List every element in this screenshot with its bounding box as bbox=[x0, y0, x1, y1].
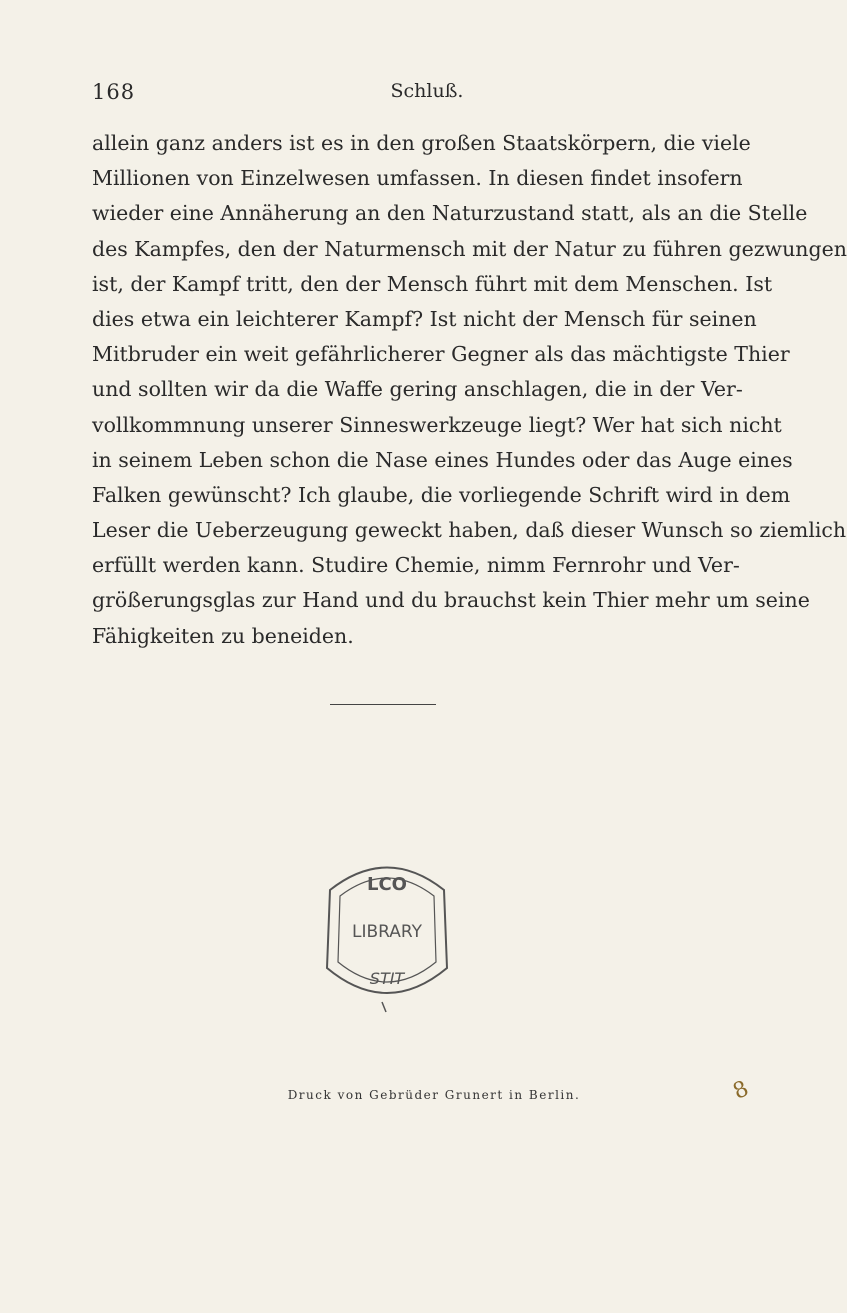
text-line: Mitbruder ein weit gefährlicherer Gegner als das mächtigste Thier bbox=[92, 342, 790, 367]
page-header bbox=[92, 80, 712, 110]
page-number: 168 bbox=[92, 80, 136, 104]
text-line: erfüllt werden kann. Studire Chemie, nimm Fernrohr und Ver- bbox=[92, 553, 740, 578]
text-line: Millionen von Einzelwesen umfassen. In diesen findet insofern bbox=[92, 166, 743, 191]
printer-imprint: Druck von Gebrüder Grunert in Berlin. bbox=[287, 1088, 581, 1102]
stamp-top-text: LCO bbox=[367, 874, 407, 895]
text-line: allein ganz anders ist es in den großen Staatskörpern, die viele bbox=[92, 131, 751, 155]
text-line: wieder eine Annäherung an den Naturzustand statt, als an die Stelle bbox=[92, 201, 808, 226]
text-line: dies etwa ein leichterer Kampf? Ist nicht der Mensch für seinen bbox=[92, 306, 757, 331]
text-line: vollkommnung unserer Sinneswerkzeuge liegt? Wer hat sich nicht bbox=[92, 412, 782, 437]
body-text bbox=[92, 126, 847, 654]
library-stamp-icon bbox=[312, 850, 462, 1020]
library-stamp bbox=[312, 850, 462, 1020]
text-line: ist, der Kampf tritt, den der Mensch führt mit dem Menschen. Ist bbox=[92, 271, 773, 296]
running-head: Schluß. bbox=[390, 80, 464, 102]
text-line: und sollten wir da die Waffe gering anschlagen, die in der Ver- bbox=[92, 377, 743, 402]
text-line: des Kampfes, den der Naturmensch mit der Natur zu führen gezwungen bbox=[92, 236, 847, 261]
text-line: Leser die Ueberzeugung geweckt haben, daß dieser Wunsch so ziemlich bbox=[92, 518, 847, 543]
margin-pencil-mark: 8 bbox=[729, 1076, 753, 1105]
text-line: in seinem Leben schon die Nase eines Hundes oder das Auge eines bbox=[92, 447, 793, 472]
stamp-middle-text: LIBRARY bbox=[351, 922, 423, 942]
section-divider bbox=[330, 704, 436, 705]
text-line: Falken gewünscht? Ich glaube, die vorliegende Schrift wird in dem bbox=[92, 482, 791, 507]
text-line: Fähigkeiten zu beneiden. bbox=[92, 623, 354, 648]
stamp-bottom-text: STIT bbox=[369, 969, 405, 988]
text-line: größerungsglas zur Hand und du brauchst kein Thier mehr um seine bbox=[92, 588, 810, 613]
